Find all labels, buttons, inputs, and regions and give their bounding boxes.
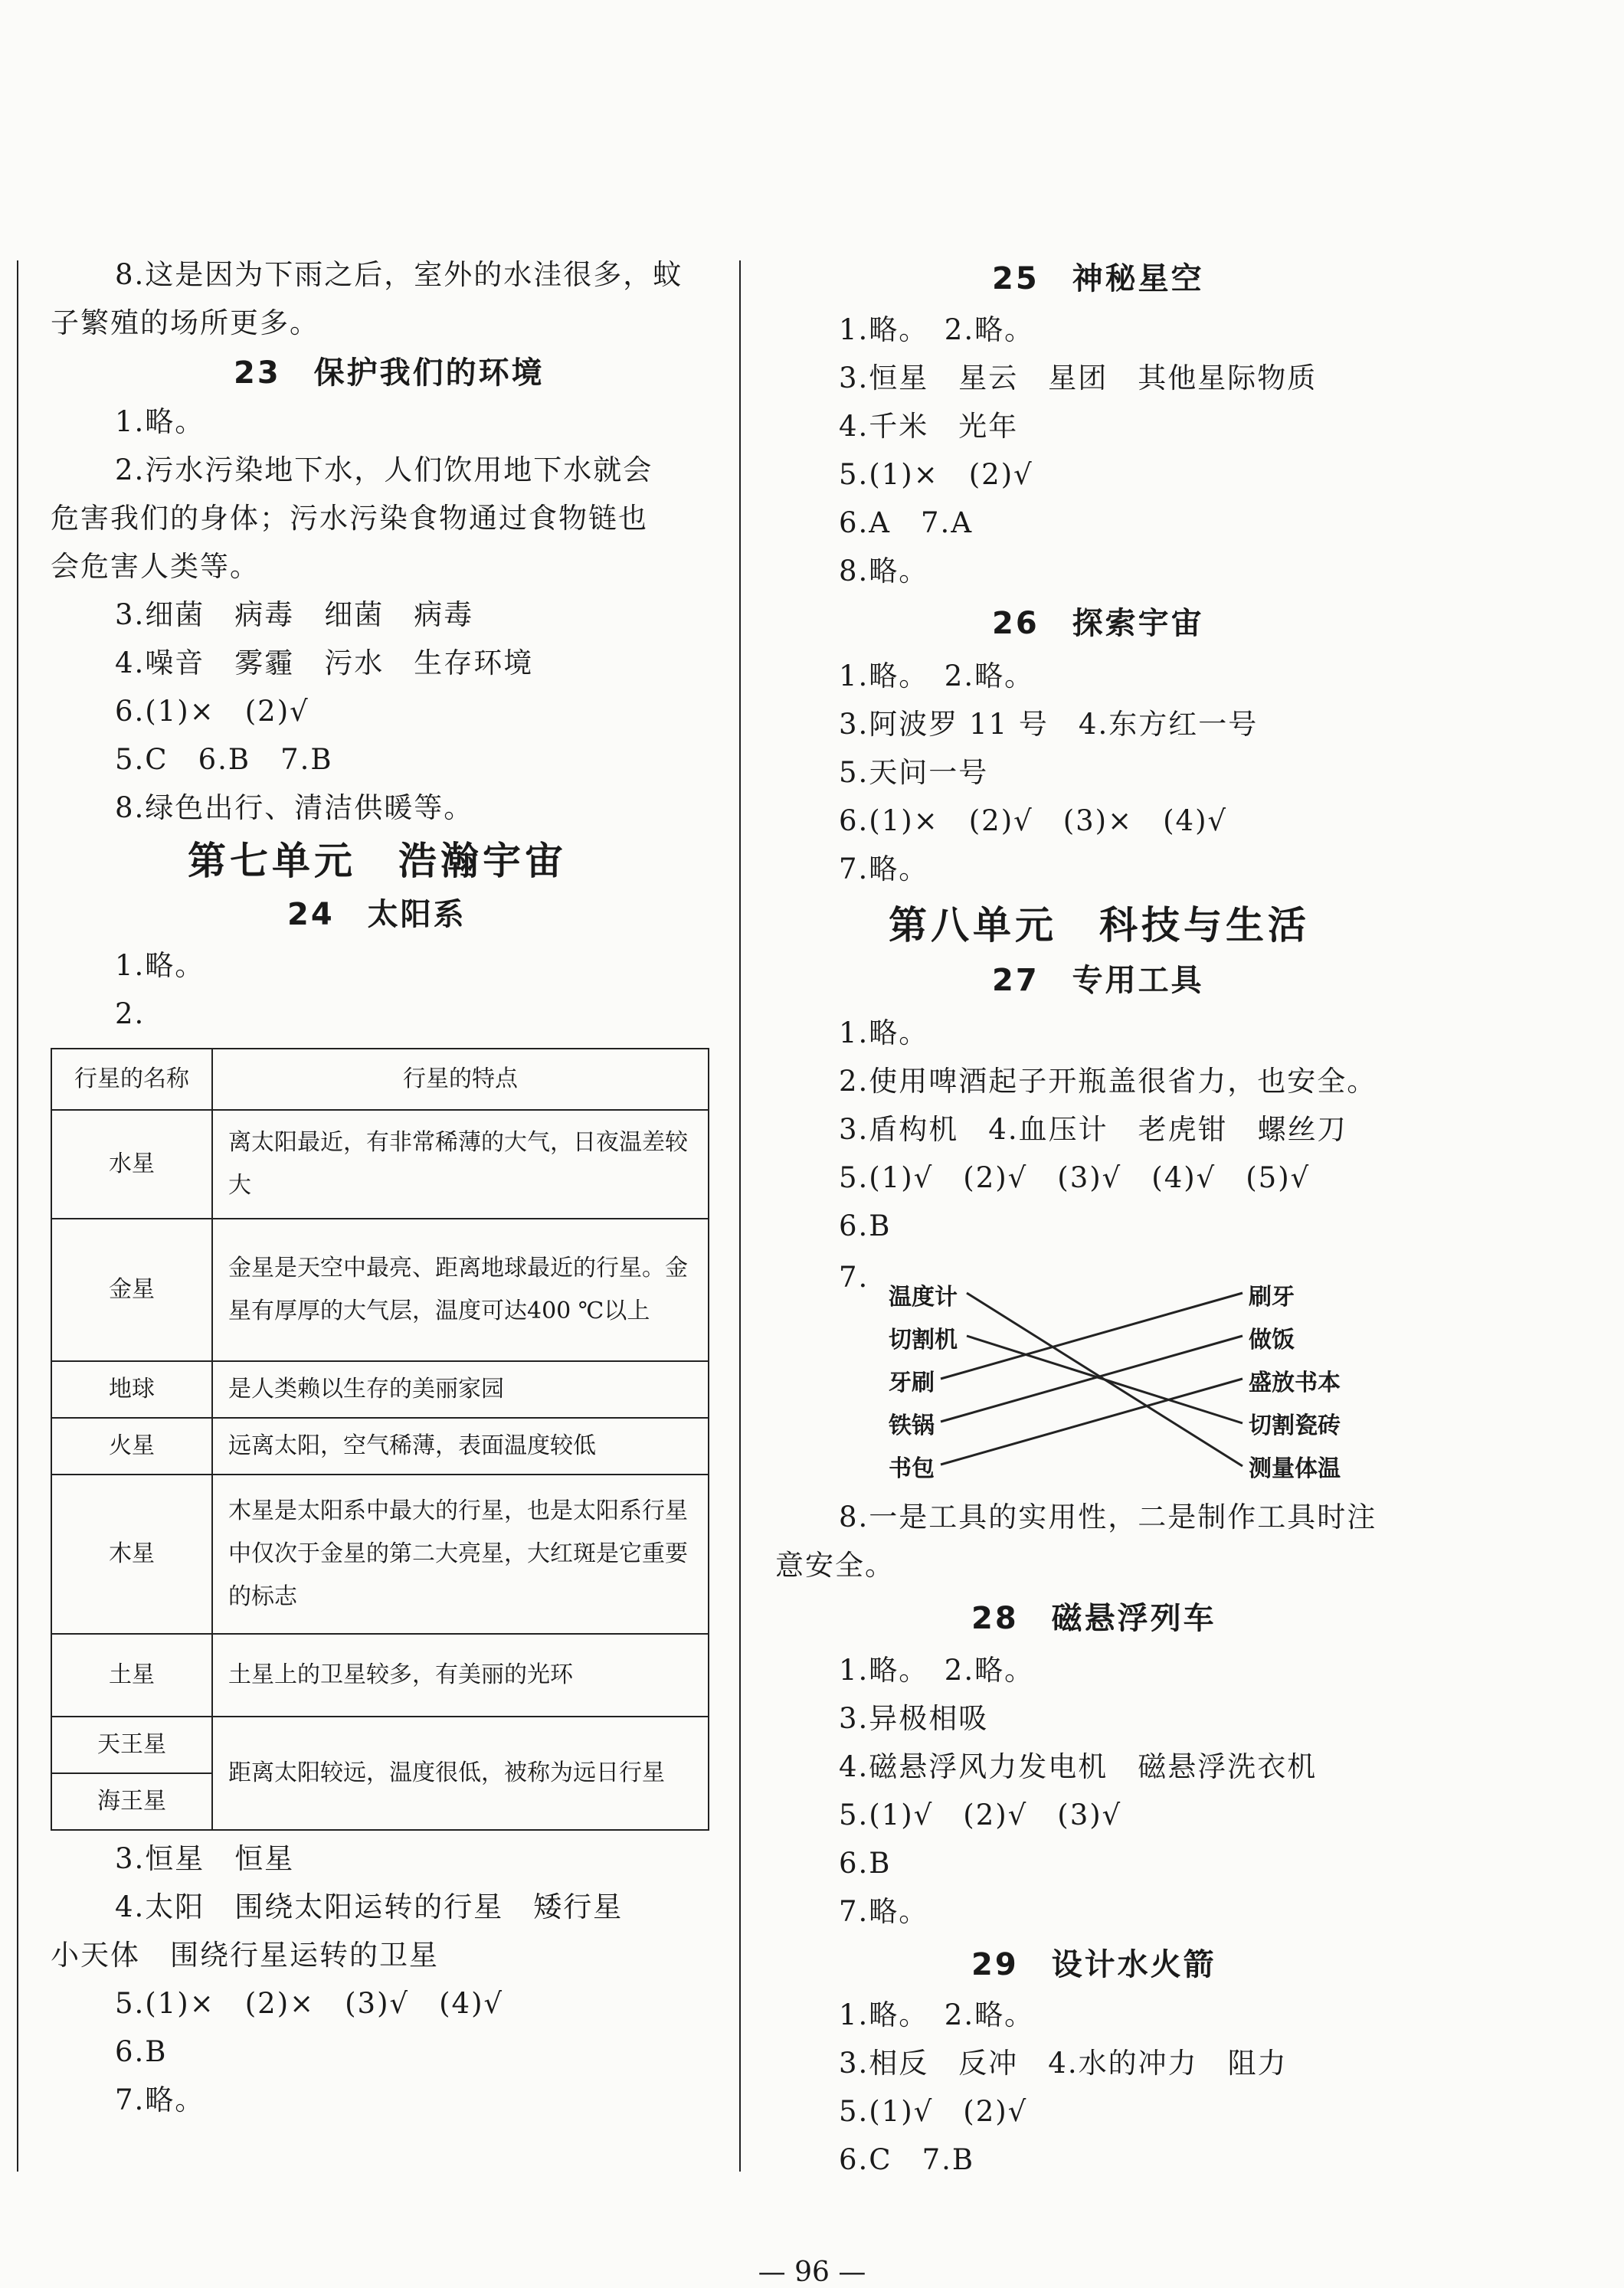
match-left-item: 切割机 [889, 1327, 958, 1353]
lesson-25-title: 25 神秘星空 [992, 261, 1204, 296]
text-line: 意安全。 [775, 1549, 895, 1582]
text-line: 6.B [839, 1209, 892, 1242]
text-line: 5.(1)× (2)× (3)√ (4)√ [115, 1987, 504, 2020]
text-line: 3.恒星 星云 星团 其他星际物质 [839, 362, 1318, 394]
text-line: 子繁殖的场所更多。 [51, 306, 319, 339]
text-line: 2.使用啤酒起子开瓶盖很省力，也安全。 [839, 1065, 1377, 1098]
matching-question-number: 7. [839, 1261, 869, 1294]
lesson-27-title: 27 专用工具 [992, 963, 1204, 998]
text-line: 1.略。 2.略。 [839, 660, 1035, 692]
text-line: 6.(1)× (2)√ [115, 695, 309, 728]
text-line: 3.异极相吸 [839, 1702, 989, 1735]
text-line: 6.B [839, 1847, 892, 1880]
text-line: 1.略。 2.略。 [839, 1654, 1035, 1687]
lesson-28-title: 28 磁悬浮列车 [971, 1601, 1216, 1636]
text-line: 危害我们的身体；污水污染食物通过食物链也 [51, 502, 648, 535]
planet-feature: 金星是天空中最亮、距离地球最近的行星。金星有厚厚的大气层，温度可达400 ℃以上 [212, 1219, 709, 1361]
match-left-item: 牙刷 [889, 1370, 935, 1396]
unit-7-title: 第七单元 浩瀚宇宙 [188, 839, 567, 883]
planet-name: 土星 [51, 1634, 212, 1717]
planet-name: 天王星 [51, 1717, 212, 1773]
text-line: 1.略。 [839, 1016, 929, 1049]
planet-feature: 木星是太阳系中最大的行星，也是太阳系行星中仅次于金星的第二大亮星，大红斑是它重要的标志 [212, 1475, 709, 1634]
match-line [967, 1336, 1243, 1423]
planet-name: 水星 [51, 1110, 212, 1219]
text-line: 3.恒星 恒星 [115, 1842, 295, 1875]
planet-feature: 土星上的卫星较多，有美丽的光环 [212, 1634, 709, 1717]
text-line: 7.略。 [115, 2083, 205, 2116]
text-line: 小天体 围绕行星运转的卫星 [51, 1939, 439, 1972]
unit-8-title: 第八单元 科技与生活 [889, 903, 1310, 948]
lesson-23-title: 23 保护我们的环境 [234, 355, 545, 391]
text-line: 4.噪音 雾霾 污水 生存环境 [115, 646, 534, 679]
text-line: 8.绿色出行、清洁供暖等。 [115, 791, 474, 824]
text-line: 5.(1)√ (2)√ [839, 2095, 1028, 2128]
text-line: 5.(1)× (2)√ [839, 458, 1033, 491]
text-line: 8.一是工具的实用性，二是制作工具时注 [839, 1501, 1377, 1534]
planet-feature: 远离太阳，空气稀薄，表面温度较低 [212, 1418, 709, 1475]
lesson-29-title: 29 设计水火箭 [971, 1947, 1216, 1982]
text-line: 1.略。 [115, 949, 205, 982]
text-line: 6.A 7.A [839, 506, 974, 539]
text-line: 3.阿波罗 11 号 4.东方红一号 [839, 708, 1259, 741]
text-line: 6.B [115, 2035, 168, 2068]
text-line: 2.污水污染地下水，人们饮用地下水就会 [115, 453, 653, 486]
text-line: 会危害人类等。 [51, 550, 260, 583]
text-line: 1.略。 2.略。 [839, 313, 1035, 346]
text-line: 3.相反 反冲 4.水的冲力 阻力 [839, 2047, 1288, 2080]
text-line: 8.略。 [839, 555, 929, 588]
match-right-item: 切割瓷砖 [1249, 1412, 1341, 1439]
text-line: 3.盾构机 4.血压计 老虎钳 螺丝刀 [839, 1113, 1347, 1146]
planet-feature: 距离太阳较远，温度很低，被称为远日行星 [212, 1717, 709, 1830]
text-line: 5.天问一号 [839, 756, 989, 789]
text-line: 7.略。 [839, 853, 929, 885]
text-line: 6.C 7.B [839, 2143, 975, 2176]
text-line: 5.C 6.B 7.B [115, 743, 333, 776]
text-line: 4.太阳 围绕太阳运转的行星 矮行星 [115, 1890, 624, 1923]
text-line: 5.(1)√ (2)√ (3)√ [839, 1799, 1122, 1831]
text-line: 5.(1)√ (2)√ (3)√ (4)√ (5)√ [839, 1161, 1311, 1194]
text-line: 1.略。 [115, 405, 205, 438]
match-right-item: 刷牙 [1249, 1284, 1295, 1311]
text-line: 1.略。 2.略。 [839, 1998, 1035, 2031]
planet-feature: 是人类赖以生存的美丽家园 [212, 1361, 709, 1418]
planet-name: 地球 [51, 1361, 212, 1418]
lesson-24-title: 24 太阳系 [287, 897, 467, 932]
text-line: 8.这是因为下雨之后，室外的水洼很多，蚊 [115, 258, 683, 291]
match-line [941, 1379, 1243, 1465]
text-line: 2. [115, 997, 146, 1030]
lesson-26-title: 26 探索宇宙 [992, 606, 1204, 641]
match-left-item: 铁锅 [889, 1412, 935, 1439]
match-left-item: 温度计 [889, 1284, 958, 1311]
page-number: — 96 — [758, 2257, 866, 2288]
text-line: 6.(1)× (2)√ (3)× (4)√ [839, 804, 1228, 837]
match-right-item: 盛放书本 [1249, 1370, 1341, 1396]
match-right-item: 测量体温 [1249, 1455, 1341, 1482]
match-right-item: 做饭 [1249, 1327, 1295, 1353]
text-line: 4.磁悬浮风力发电机 磁悬浮洗衣机 [839, 1750, 1318, 1783]
planet-feature: 离太阳最近，有非常稀薄的大气，日夜温差较大 [212, 1110, 709, 1219]
header-planet-name: 行星的名称 [51, 1049, 212, 1110]
text-line: 7.略。 [839, 1895, 929, 1928]
planet-name: 火星 [51, 1418, 212, 1475]
match-left-item: 书包 [889, 1455, 935, 1482]
planet-name: 金星 [51, 1219, 212, 1361]
text-line: 4.千米 光年 [839, 410, 1019, 443]
planet-name: 海王星 [51, 1773, 212, 1830]
text-line: 3.细菌 病毒 细菌 病毒 [115, 598, 474, 631]
header-planet-feature: 行星的特点 [212, 1049, 709, 1110]
planet-name: 木星 [51, 1475, 212, 1634]
